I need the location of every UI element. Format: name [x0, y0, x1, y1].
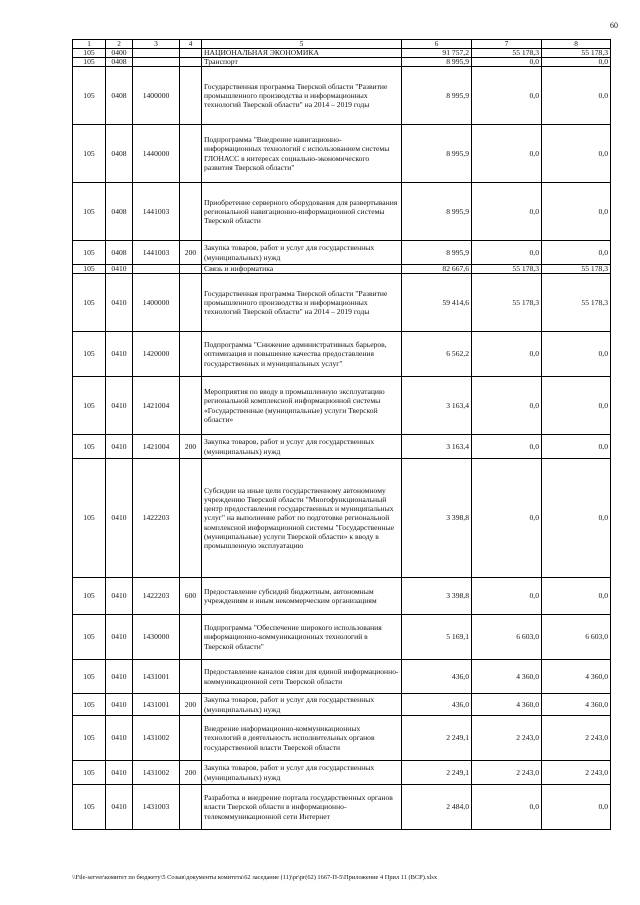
expense-type-cell [180, 332, 202, 377]
section-cell: 0410 [106, 785, 133, 830]
section-cell: 0410 [106, 761, 133, 785]
expense-type-cell [180, 716, 202, 761]
target-article-cell: 1431003 [133, 785, 180, 830]
table-row [73, 459, 611, 578]
amount-cell: 3 163,4 [402, 377, 472, 435]
column-header: 5 [202, 40, 402, 49]
item-name-cell: Внедрение информационно-коммуникационных технологий в деятельность исполнительных органов государственной власти Тверской области [202, 716, 402, 761]
column-header: 6 [402, 40, 472, 49]
target-article-cell: 1431002 [133, 716, 180, 761]
amount-cell: 55 178,3 [472, 265, 542, 274]
code-cell: 105 [73, 660, 106, 694]
amount-cell: 55 178,3 [542, 265, 611, 274]
target-article-cell: 1441003 [133, 183, 180, 241]
item-name-cell: Государственная программа Тверской области "Развитие промышленного производства и информационных технологий Тверской области" на 2014 – 2019 годы [202, 274, 402, 332]
section-cell: 0410 [106, 265, 133, 274]
item-name-cell: Закупка товаров, работ и услуг для государственных (муниципальных) нужд [202, 761, 402, 785]
column-header: 7 [472, 40, 542, 49]
expense-type-cell [180, 459, 202, 578]
amount-cell: 0,0 [472, 125, 542, 183]
target-article-cell: 1420000 [133, 332, 180, 377]
table-row [73, 332, 611, 377]
amount-cell: 8 995,9 [402, 67, 472, 125]
section-cell: 0410 [106, 716, 133, 761]
section-cell: 0410 [106, 459, 133, 578]
code-cell: 105 [73, 761, 106, 785]
expense-type-cell [180, 660, 202, 694]
amount-cell: 0,0 [542, 377, 611, 435]
table-row [73, 615, 611, 660]
table-row [73, 435, 611, 459]
table-row [73, 49, 611, 58]
amount-cell: 3 398,8 [402, 578, 472, 615]
amount-cell: 0,0 [542, 125, 611, 183]
target-article-cell: 1421004 [133, 435, 180, 459]
column-header: 3 [133, 40, 180, 49]
amount-cell: 2 484,0 [402, 785, 472, 830]
item-name-cell: Подпрограмма "Снижение административных барьеров, оптимизация и повышение качества предоставления государственных и муниципальных услуг" [202, 332, 402, 377]
table-row [73, 58, 611, 67]
section-cell: 0410 [106, 332, 133, 377]
table-row [73, 125, 611, 183]
amount-cell: 2 249,1 [402, 761, 472, 785]
item-name-cell: Закупка товаров, работ и услуг для государственных (муниципальных) нужд [202, 694, 402, 716]
table-row [73, 377, 611, 435]
target-article-cell: 1441003 [133, 241, 180, 265]
amount-cell: 436,0 [402, 660, 472, 694]
code-cell: 105 [73, 241, 106, 265]
amount-cell: 0,0 [472, 58, 542, 67]
section-cell: 0410 [106, 377, 133, 435]
amount-cell: 0,0 [472, 183, 542, 241]
amount-cell: 2 243,0 [472, 716, 542, 761]
expense-type-cell [180, 183, 202, 241]
expense-type-cell: 200 [180, 694, 202, 716]
target-article-cell [133, 58, 180, 67]
expense-type-cell [180, 67, 202, 125]
column-header: 8 [542, 40, 611, 49]
amount-cell: 8 995,9 [402, 241, 472, 265]
amount-cell: 91 757,2 [402, 49, 472, 58]
amount-cell: 59 414,6 [402, 274, 472, 332]
amount-cell: 0,0 [542, 578, 611, 615]
item-name-cell: Закупка товаров, работ и услуг для государственных (муниципальных) нужд [202, 241, 402, 265]
code-cell: 105 [73, 377, 106, 435]
code-cell: 105 [73, 435, 106, 459]
target-article-cell: 1400000 [133, 274, 180, 332]
section-cell: 0410 [106, 660, 133, 694]
section-cell: 0410 [106, 435, 133, 459]
item-name-cell: Предоставление каналов связи для единой информационно-коммуникационной сети Тверской области [202, 660, 402, 694]
amount-cell: 0,0 [542, 459, 611, 578]
item-name-cell: Закупка товаров, работ и услуг для государственных (муниципальных) нужд [202, 435, 402, 459]
table-row [73, 694, 611, 716]
item-name-cell: Связь и информатика [202, 265, 402, 274]
amount-cell: 4 360,0 [542, 694, 611, 716]
item-name-cell: Разработка и внедрение портала государственных органов власти Тверской области в информационно-телекоммуникационной сети Интернет [202, 785, 402, 830]
expense-type-cell [180, 377, 202, 435]
column-header: 1 [73, 40, 106, 49]
target-article-cell [133, 49, 180, 58]
amount-cell: 55 178,3 [472, 274, 542, 332]
section-cell: 0400 [106, 49, 133, 58]
amount-cell: 0,0 [472, 377, 542, 435]
table-row [73, 660, 611, 694]
section-cell: 0408 [106, 58, 133, 67]
target-article-cell: 1422203 [133, 578, 180, 615]
expense-type-cell: 600 [180, 578, 202, 615]
code-cell: 105 [73, 694, 106, 716]
amount-cell: 5 169,1 [402, 615, 472, 660]
amount-cell: 0,0 [542, 435, 611, 459]
item-name-cell: Приобретение серверного оборудования для развертывания региональной навигационно-информационной системы Тверской области [202, 183, 402, 241]
table-row [73, 761, 611, 785]
amount-cell: 2 243,0 [542, 761, 611, 785]
table-row [73, 578, 611, 615]
amount-cell: 0,0 [542, 67, 611, 125]
amount-cell: 2 249,1 [402, 716, 472, 761]
amount-cell: 2 243,0 [542, 716, 611, 761]
amount-cell: 0,0 [542, 183, 611, 241]
target-article-cell: 1400000 [133, 67, 180, 125]
amount-cell: 4 360,0 [472, 660, 542, 694]
amount-cell: 436,0 [402, 694, 472, 716]
code-cell: 105 [73, 58, 106, 67]
expense-type-cell [180, 125, 202, 183]
target-article-cell [133, 265, 180, 274]
amount-cell: 6 603,0 [542, 615, 611, 660]
target-article-cell: 1431001 [133, 660, 180, 694]
table-row [73, 241, 611, 265]
target-article-cell: 1440000 [133, 125, 180, 183]
item-name-cell: Государственная программа Тверской области "Развитие промышленного производства и информационных технологий Тверской области" на 2014 – 2019 годы [202, 67, 402, 125]
item-name-cell: Транспорт [202, 58, 402, 67]
amount-cell: 0,0 [472, 332, 542, 377]
item-name-cell: Мероприятия по вводу в промышленную эксплуатацию региональной комплексной информационной системы «Государственные (муниципальные) услуги Тверской области» [202, 377, 402, 435]
expense-type-cell: 200 [180, 435, 202, 459]
expense-type-cell [180, 265, 202, 274]
table-row [73, 716, 611, 761]
amount-cell: 0,0 [542, 241, 611, 265]
item-name-cell: Подпрограмма "Обеспечение широкого использования информационно-коммуникационных технологий в Тверской области" [202, 615, 402, 660]
table-row [73, 183, 611, 241]
amount-cell: 0,0 [472, 241, 542, 265]
column-header: 4 [180, 40, 202, 49]
target-article-cell: 1431002 [133, 761, 180, 785]
code-cell: 105 [73, 716, 106, 761]
amount-cell: 0,0 [542, 332, 611, 377]
file-path-footer: \\File-server\комитет по бюджету\5 Созыв\документы комитета\62 заседание (11)\pr\pr(62) 1667-П-5\Приложение 4 Прил 11 (ВСР).xlsx [72, 874, 438, 881]
amount-cell: 55 178,3 [472, 49, 542, 58]
amount-cell: 4 360,0 [472, 694, 542, 716]
section-cell: 0410 [106, 615, 133, 660]
item-name-cell: Подпрограмма "Внедрение навигационно-информационных технологий с использованием системы ГЛОНАСС в интересах социально-экономического развития Тверской области" [202, 125, 402, 183]
amount-cell: 3 398,8 [402, 459, 472, 578]
expense-type-cell: 200 [180, 761, 202, 785]
code-cell: 105 [73, 265, 106, 274]
code-cell: 105 [73, 459, 106, 578]
expense-type-cell [180, 274, 202, 332]
item-name-cell: Предоставление субсидий бюджетным, автономным учреждениям и иным некоммерческим организациям [202, 578, 402, 615]
amount-cell: 4 360,0 [542, 660, 611, 694]
amount-cell: 0,0 [472, 435, 542, 459]
amount-cell: 8 995,9 [402, 183, 472, 241]
expense-type-cell [180, 58, 202, 67]
table-row [73, 785, 611, 830]
target-article-cell: 1430000 [133, 615, 180, 660]
code-cell: 105 [73, 785, 106, 830]
amount-cell: 0,0 [542, 785, 611, 830]
amount-cell: 6 603,0 [472, 615, 542, 660]
code-cell: 105 [73, 274, 106, 332]
code-cell: 105 [73, 125, 106, 183]
expense-type-cell [180, 615, 202, 660]
section-cell: 0408 [106, 241, 133, 265]
page-number: 60 [610, 21, 618, 30]
target-article-cell: 1422203 [133, 459, 180, 578]
item-name-cell: НАЦИОНАЛЬНАЯ ЭКОНОМИКА [202, 49, 402, 58]
target-article-cell: 1421004 [133, 377, 180, 435]
column-number-row [73, 40, 611, 49]
amount-cell: 0,0 [472, 459, 542, 578]
section-cell: 0410 [106, 578, 133, 615]
section-cell: 0410 [106, 694, 133, 716]
code-cell: 105 [73, 49, 106, 58]
code-cell: 105 [73, 578, 106, 615]
code-cell: 105 [73, 615, 106, 660]
amount-cell: 8 995,9 [402, 125, 472, 183]
amount-cell: 0,0 [472, 785, 542, 830]
section-cell: 0408 [106, 183, 133, 241]
amount-cell: 0,0 [472, 67, 542, 125]
table-row [73, 67, 611, 125]
code-cell: 105 [73, 67, 106, 125]
target-article-cell: 1431001 [133, 694, 180, 716]
budget-table [72, 39, 611, 830]
section-cell: 0410 [106, 274, 133, 332]
expense-type-cell [180, 785, 202, 830]
section-cell: 0408 [106, 67, 133, 125]
amount-cell: 8 995,9 [402, 58, 472, 67]
amount-cell: 55 178,3 [542, 274, 611, 332]
amount-cell: 3 163,4 [402, 435, 472, 459]
expense-type-cell [180, 49, 202, 58]
amount-cell: 55 178,3 [542, 49, 611, 58]
code-cell: 105 [73, 183, 106, 241]
section-cell: 0408 [106, 125, 133, 183]
item-name-cell: Субсидии на иные цели государственному автономному учреждению Тверской области "Многофункциональный центр предоставления государственных и муниципальных услуг" на выполнение работ по подготовке региональной комплексной информационной системы "Государственные (муниципальные) услуги Тверской области» к вводу в промышленную эксплуатацию [202, 459, 402, 578]
expense-type-cell: 200 [180, 241, 202, 265]
amount-cell: 0,0 [542, 58, 611, 67]
amount-cell: 2 243,0 [472, 761, 542, 785]
amount-cell: 6 562,2 [402, 332, 472, 377]
table-row [73, 265, 611, 274]
amount-cell: 0,0 [472, 578, 542, 615]
code-cell: 105 [73, 332, 106, 377]
table-row [73, 274, 611, 332]
amount-cell: 82 667,6 [402, 265, 472, 274]
column-header: 2 [106, 40, 133, 49]
